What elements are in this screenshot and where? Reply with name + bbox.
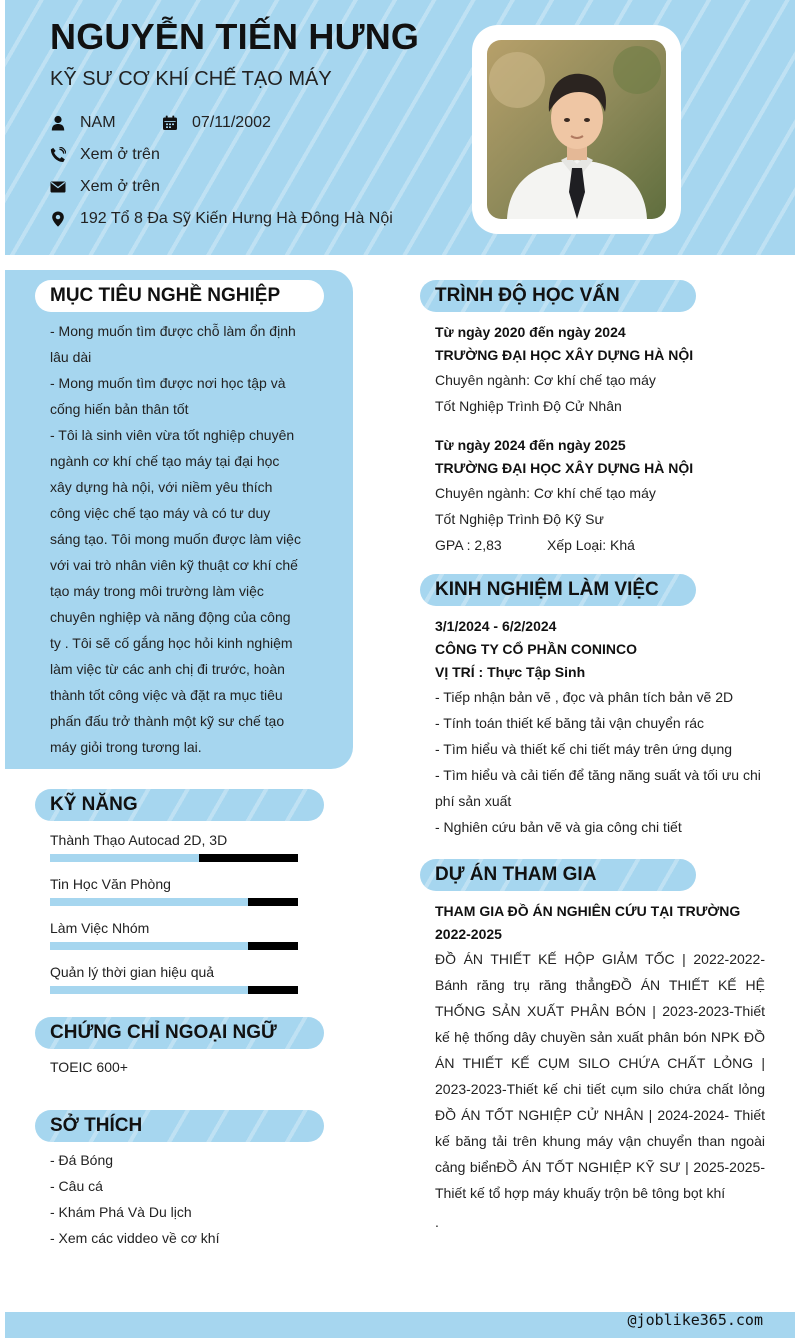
certificate-item: TOEIC 600+	[50, 1059, 128, 1075]
skill-bar-fill	[50, 898, 248, 906]
gender-row	[50, 111, 116, 135]
experience-task: - Tiếp nhận bản vẽ , đọc và phân tích bản vẽ 2D	[435, 689, 734, 705]
email-row	[50, 175, 160, 199]
photo-frame	[472, 25, 681, 234]
education-major: Chuyên ngành: Cơ khí chế tạo máy	[435, 372, 656, 388]
projects-body	[435, 946, 765, 1235]
education-rank: Xếp Loại: Khá	[547, 537, 635, 553]
address-value: 192 Tổ 8 Đa Sỹ Kiến Hưng Hà Đông Hà Nội	[80, 210, 393, 227]
education-entry	[435, 434, 765, 558]
skill-bar	[50, 986, 298, 994]
projects-heading: DỰ ÁN THAM GIA	[420, 859, 696, 891]
education-entry	[435, 321, 765, 419]
skill-label: Quản lý thời gian hiệu quả	[50, 964, 215, 980]
education-period: Từ ngày 2024 đến ngày 2025	[435, 437, 626, 453]
dob-row	[162, 111, 271, 135]
certificates-heading: CHỨNG CHỈ NGOẠI NGỮ	[35, 1017, 324, 1049]
education-degree: Tốt Nghiệp Trình Độ Kỹ Sư	[435, 511, 604, 527]
job-title: KỸ SƯ CƠ KHÍ CHẾ TẠO MÁY	[50, 68, 332, 90]
skill-item	[50, 919, 298, 950]
gender-value: NAM	[80, 114, 116, 131]
experience-entry	[435, 615, 765, 840]
hobbies-list	[50, 1147, 310, 1251]
experience-period: 3/1/2024 - 6/2/2024	[435, 618, 557, 634]
certificates-list	[50, 1054, 310, 1080]
dob-value: 07/11/2002	[192, 114, 271, 131]
map-pin-icon	[50, 211, 66, 227]
education-degree: Tốt Nghiệp Trình Độ Cử Nhân	[435, 398, 622, 414]
skill-bar-fill	[50, 942, 248, 950]
projects-years: 2022-2025	[435, 926, 502, 942]
email-value: Xem ở trên	[80, 178, 160, 195]
education-gpa: GPA : 2,83	[435, 537, 502, 553]
objective-line: - Tôi là sinh viên vừa tốt nghiệp chuyên ngành cơ khí chế tạo máy tại đại học xây dựng hà nội, với niềm yêu thích công việc chế tạo máy và có tư duy sáng tạo. Tôi mong muốn được làm việc với vai trò nhân viên kỹ thuật cơ khí chế tạo máy trong môi trường làm việc chuyên nghiệp và năng động của công ty . Tôi sẽ cố gắng học hỏi kinh nghiệm làm việc từ các anh chị đi trước, hoàn thành tốt công việc và đặt ra mục tiêu phấn đấu trở thành một kỹ sư chế tạo máy giỏi trong tương lai.	[50, 427, 301, 755]
skills-heading: KỸ NĂNG	[35, 789, 324, 821]
skill-bar	[50, 854, 298, 862]
phone-icon	[50, 147, 66, 163]
skill-bar	[50, 898, 298, 906]
header-banner	[5, 0, 795, 255]
projects-subheading: THAM GIA ĐỒ ÁN NGHIÊN CỨU TẠI TRƯỜNG	[435, 903, 741, 919]
projects-trailing: .	[435, 1214, 439, 1230]
skill-item	[50, 963, 298, 994]
skill-label: Tin Học Văn Phòng	[50, 876, 171, 892]
objective-line: - Mong muốn tìm được nơi học tập và cống hiến bản thân tốt	[50, 375, 286, 417]
skill-item	[50, 831, 298, 862]
profile-photo	[487, 40, 666, 219]
skill-bar-fill	[50, 986, 248, 994]
objective-text	[50, 318, 302, 760]
objective-line: - Mong muốn tìm được chỗ làm ổn định lâu dài	[50, 323, 296, 365]
experience-position: VỊ TRÍ : Thực Tập Sinh	[435, 664, 586, 680]
experience-task: - Tính toán thiết kế băng tải vận chuyển rác	[435, 715, 705, 731]
skill-bar-fill	[50, 854, 199, 862]
hobby-item: - Khám Phá Và Du lịch	[50, 1204, 192, 1220]
footer-watermark: @joblike365.com	[627, 1311, 763, 1329]
experience-task: - Tìm hiểu và thiết kế chi tiết máy trên ứng dụng	[435, 741, 733, 757]
candidate-name: NGUYỄN TIẾN HƯNG	[50, 16, 420, 57]
user-icon	[50, 115, 66, 131]
footer-bar	[5, 1312, 795, 1338]
phone-value: Xem ở trên	[80, 146, 160, 163]
objective-heading: MỤC TIÊU NGHỀ NGHIỆP	[35, 280, 324, 312]
calendar-icon	[162, 115, 178, 131]
address-row	[50, 207, 393, 231]
hobby-item: - Xem các viddeo về cơ khí	[50, 1230, 220, 1246]
experience-task: - Nghiên cứu bản vẽ và gia công chi tiết	[435, 819, 682, 835]
skill-bar	[50, 942, 298, 950]
education-school: TRƯỜNG ĐẠI HỌC XÂY DỰNG HÀ NỘI	[435, 347, 694, 363]
hobby-item: - Đá Bóng	[50, 1152, 114, 1168]
education-period: Từ ngày 2020 đến ngày 2024	[435, 324, 626, 340]
projects-header	[435, 900, 765, 946]
experience-task: - Tìm hiểu và cải tiến để tăng năng suất và tối ưu chi phí sản xuất	[435, 767, 761, 809]
hobby-item: - Câu cá	[50, 1178, 103, 1194]
education-gpa-row	[435, 532, 765, 558]
experience-heading: KINH NGHIỆM LÀM VIỆC	[420, 574, 696, 606]
experience-company: CÔNG TY CỔ PHẦN CONINCO	[435, 641, 637, 657]
phone-row	[50, 143, 160, 167]
skill-label: Làm Việc Nhóm	[50, 920, 150, 936]
projects-description: ĐỒ ÁN THIẾT KẾ HỘP GIẢM TỐC | 2022-2022- Bánh răng trụ răng thẳngĐỒ ÁN THIẾT KẾ HỆ THỐNG SẢN XUẤT PHÂN BÓN | 2023-2023-Thiết kế hệ thống dây chuyền sản xuất phân bón NPK ĐỒ ÁN THIẾT KẾ CỤM SILO CHỨA CHẤT LỎNG | 2023-2023-Thiết kế chi tiết cụm silo chứa chất lỏng ĐỒ ÁN TỐT NGHIỆP CỬ NHÂN | 2024-2024- Thiết kế băng tải trên khung máy vận chuyển than ngoài cảng biểnĐỒ ÁN TỐT NGHIỆP KỸ SƯ | 2025-2025- Thiết kế tổ hợp máy khuấy trộn bê tông bọt khí	[435, 951, 765, 1201]
education-heading: TRÌNH ĐỘ HỌC VẤN	[420, 280, 696, 312]
skill-label: Thành Thạo Autocad 2D, 3D	[50, 832, 228, 848]
skill-item	[50, 875, 298, 906]
hobbies-heading: SỞ THÍCH	[35, 1110, 324, 1142]
education-school: TRƯỜNG ĐẠI HỌC XÂY DỰNG HÀ NỘI	[435, 460, 694, 476]
envelope-icon	[50, 179, 66, 195]
objective-panel	[5, 270, 353, 769]
education-major: Chuyên ngành: Cơ khí chế tạo máy	[435, 485, 656, 501]
